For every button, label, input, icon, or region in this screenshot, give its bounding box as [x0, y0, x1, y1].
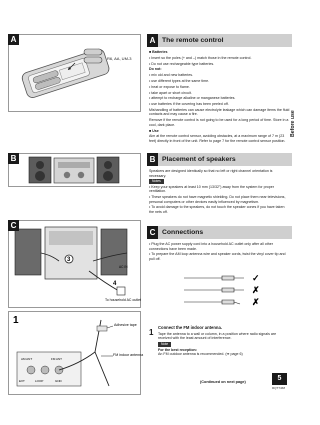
cross-mark-icon: ✗ — [252, 285, 260, 295]
speakers-note: • Keep your speakers at least 10 mm (13/32") away from the system for proper ventilation. — [149, 185, 290, 194]
section-letter-b: B — [147, 153, 158, 166]
batteries-item: • Insert so the poles (+ and –) match those in the remote control. — [149, 56, 290, 61]
do-not-item: • use different types at the same time. — [149, 79, 290, 84]
speakers-note: • These speakers do not have magnetic shielding. Do not place them near televisions, personal computers or other devices easily influenced by magnetism. — [149, 195, 290, 204]
section-letter-a: A — [147, 34, 158, 47]
connections-section-title: Connections — [162, 229, 204, 236]
notes-tag: Notes — [149, 179, 164, 184]
terminal-gnd: GND — [55, 379, 62, 383]
note-text: An FM outdoor antenna is recommended. (➡ page 6) — [158, 352, 243, 357]
remote-section-header — [147, 34, 292, 47]
do-not-item: • attempt to recharge alkaline or manganese batteries. — [149, 96, 290, 101]
remote-battery-illustration — [9, 35, 140, 111]
step-1-number: 1 — [149, 328, 154, 337]
batteries-heading: ■ Batteries — [149, 50, 168, 54]
side-section-label: Before use — [290, 110, 296, 138]
wire-preparation-illustration — [182, 270, 280, 310]
connections-section-body — [149, 242, 290, 268]
do-not-item: • take apart or short circuit. — [149, 91, 290, 96]
do-not-item: • mix old and new batteries. — [149, 73, 290, 78]
remote-section-title: The remote control — [162, 37, 224, 44]
household-outlet-label: To household AC outlet — [105, 298, 141, 302]
figure-b-speakers — [8, 153, 141, 187]
adhesive-tape-label: Adhesive tape — [114, 323, 137, 327]
step-1-body — [158, 326, 290, 357]
section-letter-c: C — [147, 226, 158, 239]
step-1-title: Connect the FM indoor antenna. — [158, 325, 222, 330]
storage-paragraph: Remove if the remote control is not going to be used for a long period of time. Store in a cool, dark place. — [149, 118, 289, 127]
speakers-note: • To avoid damage to the speakers, do not touch the speaker cones if you have taken the nets off. — [149, 205, 290, 214]
terminal-loop: LOOP — [35, 379, 44, 383]
figure-1-step: 1 — [13, 315, 19, 326]
terminal-ext: EXT — [19, 379, 25, 383]
mishandling-paragraph: Mishandling of batteries can cause electrolyte leakage which can damage items the fluid contacts and may cause a fire. — [149, 107, 290, 117]
connections-section-header — [147, 226, 292, 239]
speakers-section-body — [149, 169, 290, 219]
cross-mark-icon: ✗ — [252, 297, 260, 307]
figure-letter-c: C — [8, 220, 19, 231]
figure-c-connections — [8, 220, 141, 308]
connections-illustration — [9, 221, 140, 307]
figure-letter-a: A — [8, 34, 19, 45]
use-paragraph: Aim at the remote control sensor, avoiding obstacles, at a maximum range of 7 m (23 feet) directly in front of the unit. Refer to page 7 for the remote control sensor position. — [149, 134, 286, 143]
step-3-marker: 3 — [67, 257, 71, 263]
connections-bullet: • Plug the AC power supply cord into a household AC outlet only after all other connections have been made. — [149, 242, 290, 251]
step-4-marker: 4 — [113, 281, 117, 287]
speakers-intro: Speakers are designed identically so that no left or right channel orientation is necessary. — [149, 169, 273, 178]
page-code: RQT7468 — [272, 386, 286, 390]
figure-a-remote — [8, 34, 141, 112]
note-heading: For the best reception: — [158, 347, 197, 352]
ac-in-marker: AC IN — [119, 265, 128, 269]
speaker-placement-illustration — [9, 154, 140, 186]
batteries-item: • Do not use rechargeable type batteries. — [149, 62, 290, 67]
do-not-item: • heat or expose to flame. — [149, 85, 290, 90]
connections-bullet: • To prepare the AM loop antenna wire and speaker cords, twist the vinyl cover tip and pull off. — [149, 252, 290, 261]
fm-antenna-illustration — [9, 312, 144, 394]
remote-section-body — [149, 50, 290, 146]
do-not-heading: Do not: — [149, 67, 162, 72]
figure-letter-b: B — [8, 153, 19, 164]
speakers-section-header — [147, 153, 292, 166]
page-number: 5 — [272, 373, 287, 385]
battery-type-label: R6, AA, UM-3 — [107, 56, 132, 61]
figure-1-fm-antenna — [8, 311, 144, 395]
use-heading: ■ Use — [149, 128, 159, 133]
terminal-fm-ant: FM ANT — [51, 357, 62, 361]
fm-antenna-label: FM indoor antenna — [113, 353, 144, 357]
continued-note: (Continued on next page) — [200, 380, 246, 384]
note-tag: Note — [158, 342, 171, 347]
speakers-section-title: Placement of speakers — [162, 156, 236, 163]
check-mark-icon: ✓ — [252, 273, 260, 283]
step-1-text: Tape the antenna to a wall or column, in a position where radio signals are received with the least amount of interference. — [158, 331, 277, 340]
terminal-am-ant: AM ANT — [21, 357, 33, 361]
do-not-item: • use batteries if the covering has been peeled off. — [149, 102, 290, 107]
